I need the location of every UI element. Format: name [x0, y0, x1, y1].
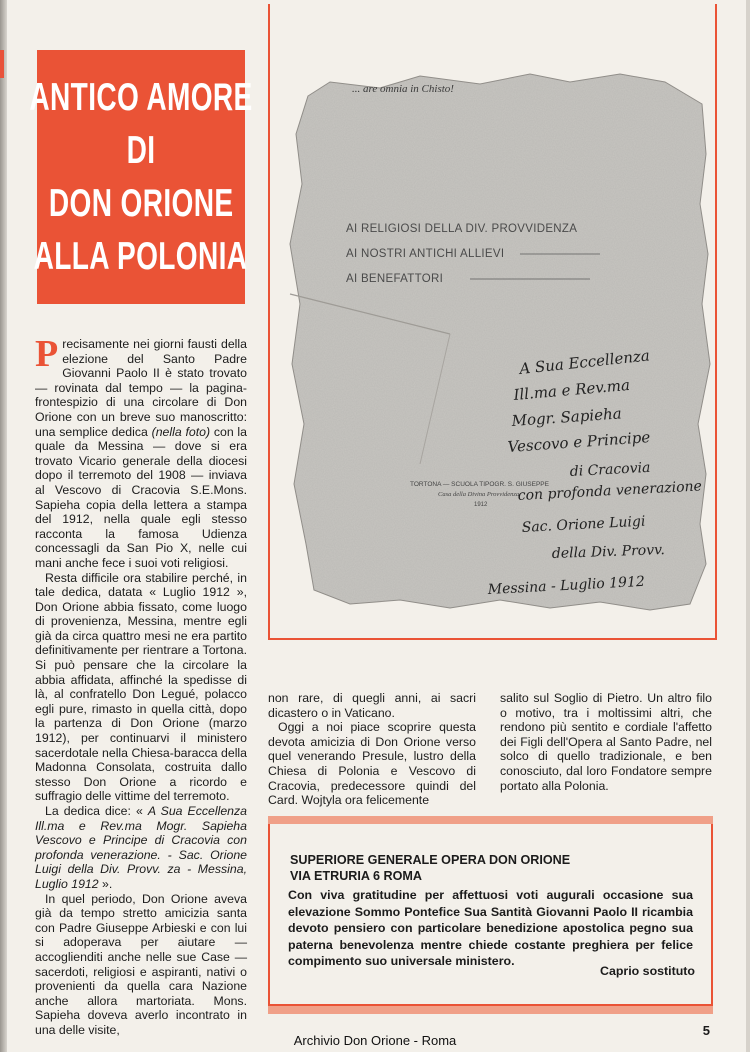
article-col2-p1: non rare, di quegli anni, ai sacri dicastero o in Vaticano. — [268, 691, 476, 720]
handwriting-line-3: Mogr. Sapieha — [511, 404, 623, 430]
telegram-signature: Caprio sostituto — [600, 964, 695, 978]
article-column-3 — [500, 691, 712, 793]
article-p2: Resta difficile ora stabilire perché, in tale dedica, datata « Luglio 1912 », Don Orione abbia fissato, come luogo di provenienza, Messina, mentre egli già da circa quattro mesi ne era partito definitivamente per rientrare a Tortona. Si può pensare che la circolare la abbia affidata, affinché la spedisse di là, al confratello Don Legué, polacco egli pure, rimasto in quella città, dopo la partenza di Don Orione (marzo 1912), per continuarvi il ministero sacerdotale nella Chiesa-baracca della Madonna Consolata, costruita dallo stesso Don Orione a ricordo e suffragio delle vittime del terremoto. — [35, 570, 247, 804]
article-p3-b: ». — [102, 876, 113, 891]
manuscript-photo — [270, 4, 715, 638]
binding-edge — [0, 0, 7, 1052]
article-p1-italic: (nella foto) — [151, 424, 211, 439]
archive-footer: Archivio Don Orione - Roma — [293, 1033, 457, 1048]
article-p1-b: con la quale da Messina — dove si era trovato Vicario generale della diocesi dopo il terremoto del 1908 — inviava al Vescovo di Cracovia S.E.Mons. Sapieha copia della lettera a stampa del 1912, nella quale egli stesso racconta la famosa Udienza concessagli da San Pio X, nelle cui mani anche fece i suoi voti religiosi. — [35, 424, 247, 570]
article-p1-a: recisamente nei giorni fausti della elezione del Santo Padre Giovanni Paolo II è stato trovato — rovinata dal tempo — la pagina-frontespizio di una circolare di Don Orione con un breve suo manoscritto: una semplice dedica — [35, 337, 247, 439]
telegram-body: Con viva gratitudine per affettuosi voti augurali occasione sua elevazione Sommo Pontefice Sua Santità Giovanni Paolo II ricambia devoto pensiero con particolare benedizione apostolica pegno sua paterna benevolenza mentre chiede costante preghiera per felice compimento suo universale ministero. — [288, 888, 693, 968]
imprint-line-3: 1912 — [474, 502, 488, 508]
handwriting-line-1: A Sua Eccellenza — [518, 346, 651, 378]
telegram-header — [290, 852, 570, 884]
article-col2-p2: Oggi a noi piace scoprire questa devota amicizia di Don Orione verso quel venerando Presule, lustro della Chiesa di Polonia e Vescovo di Cracovia, predecessore quindi del Card. Wojtyla ora felicemente — [268, 720, 476, 808]
telegram-box — [268, 824, 713, 1006]
drop-cap: P — [35, 333, 59, 375]
article-p3-quote: A Sua Eccellenza Ill.ma e Rev.ma Mogr. Sapieha Vescovo e Principe di Cracovia con profonda venerazione. - Sac. Orione Luigi della Div. Provv. za - Messina, Luglio 1912 — [35, 804, 247, 891]
telegram-recipient: SUPERIORE GENERALE OPERA DON ORIONE — [290, 853, 571, 867]
telegram-bottom-band — [268, 1006, 713, 1014]
title-line-2: DI — [126, 129, 156, 172]
photo-frame — [268, 4, 717, 640]
title-line-4: ALLA POLONIA — [34, 235, 248, 278]
print-line-2: AI NOSTRI ANTICHI ALLIEVI — [346, 248, 505, 260]
imprint-line-1: TORTONA — SCUOLA TIPOGR. S. GIUSEPPE — [410, 481, 549, 488]
title-block — [29, 48, 253, 306]
article-column-2 — [268, 691, 476, 808]
article-column-1 — [35, 333, 247, 1038]
imprint-line-2: Casa della Divina Provvidenza — [438, 491, 520, 498]
article-col3-p1: salito sul Soglio di Pietro. Un altro filo o motivo, tra i moltissimi altri, che rendono più sentito e cordiale l'affetto dei Figli dell'Opera al Santo Padre, nel solco di quello tradizionale, e ben conosciuto, dal loro Fondatore sempre portato alla Polonia. — [500, 691, 712, 793]
handwriting-line-9: Messina - Luglio 1912 — [487, 573, 646, 598]
print-line-3: AI BENEFATTORI — [346, 273, 444, 285]
title-line-3: DON ORIONE — [48, 182, 234, 225]
handwriting-line-2: Ill.ma e Rev.ma — [512, 375, 631, 404]
print-line-1: AI RELIGIOSI DELLA DIV. PROVVIDENZA — [346, 223, 578, 235]
red-margin-tab — [0, 50, 4, 78]
article-p3-a: La dedica dice: « — [45, 804, 143, 818]
handwriting-line-7: Sac. Orione Luigi — [521, 513, 646, 536]
title-line-1: ANTICO AMORE — [29, 76, 253, 119]
handwriting-line-4: Vescovo e Principe — [507, 428, 651, 456]
telegram-address: VIA ETRURIA 6 ROMA — [290, 869, 423, 883]
handwriting-line-8: della Div. Provv. — [551, 542, 666, 562]
handwriting-line-6: con profonda venerazione — [517, 478, 703, 504]
top-handwriting: ... are omnia in Chisto! — [352, 83, 454, 95]
article-p4: In quel periodo, Don Orione aveva già da tempo stretto amicizia santa con Padre Giuseppe Arbieski e con lui si adoperava per aiutare — accoglienditi anche nelle sue Case — sacerdoti, religiosi e aspiranti, nativi o provenienti da quella cara Nazione anche allora martoriata. Mons. Sapieha doveva averlo incontrato in una delle visite, — [35, 891, 247, 1037]
page-number: 5 — [702, 1023, 710, 1038]
telegram-top-band — [268, 816, 713, 824]
page-edge-right — [746, 0, 750, 1052]
handwriting-line-5: di Cracovia — [569, 459, 651, 480]
